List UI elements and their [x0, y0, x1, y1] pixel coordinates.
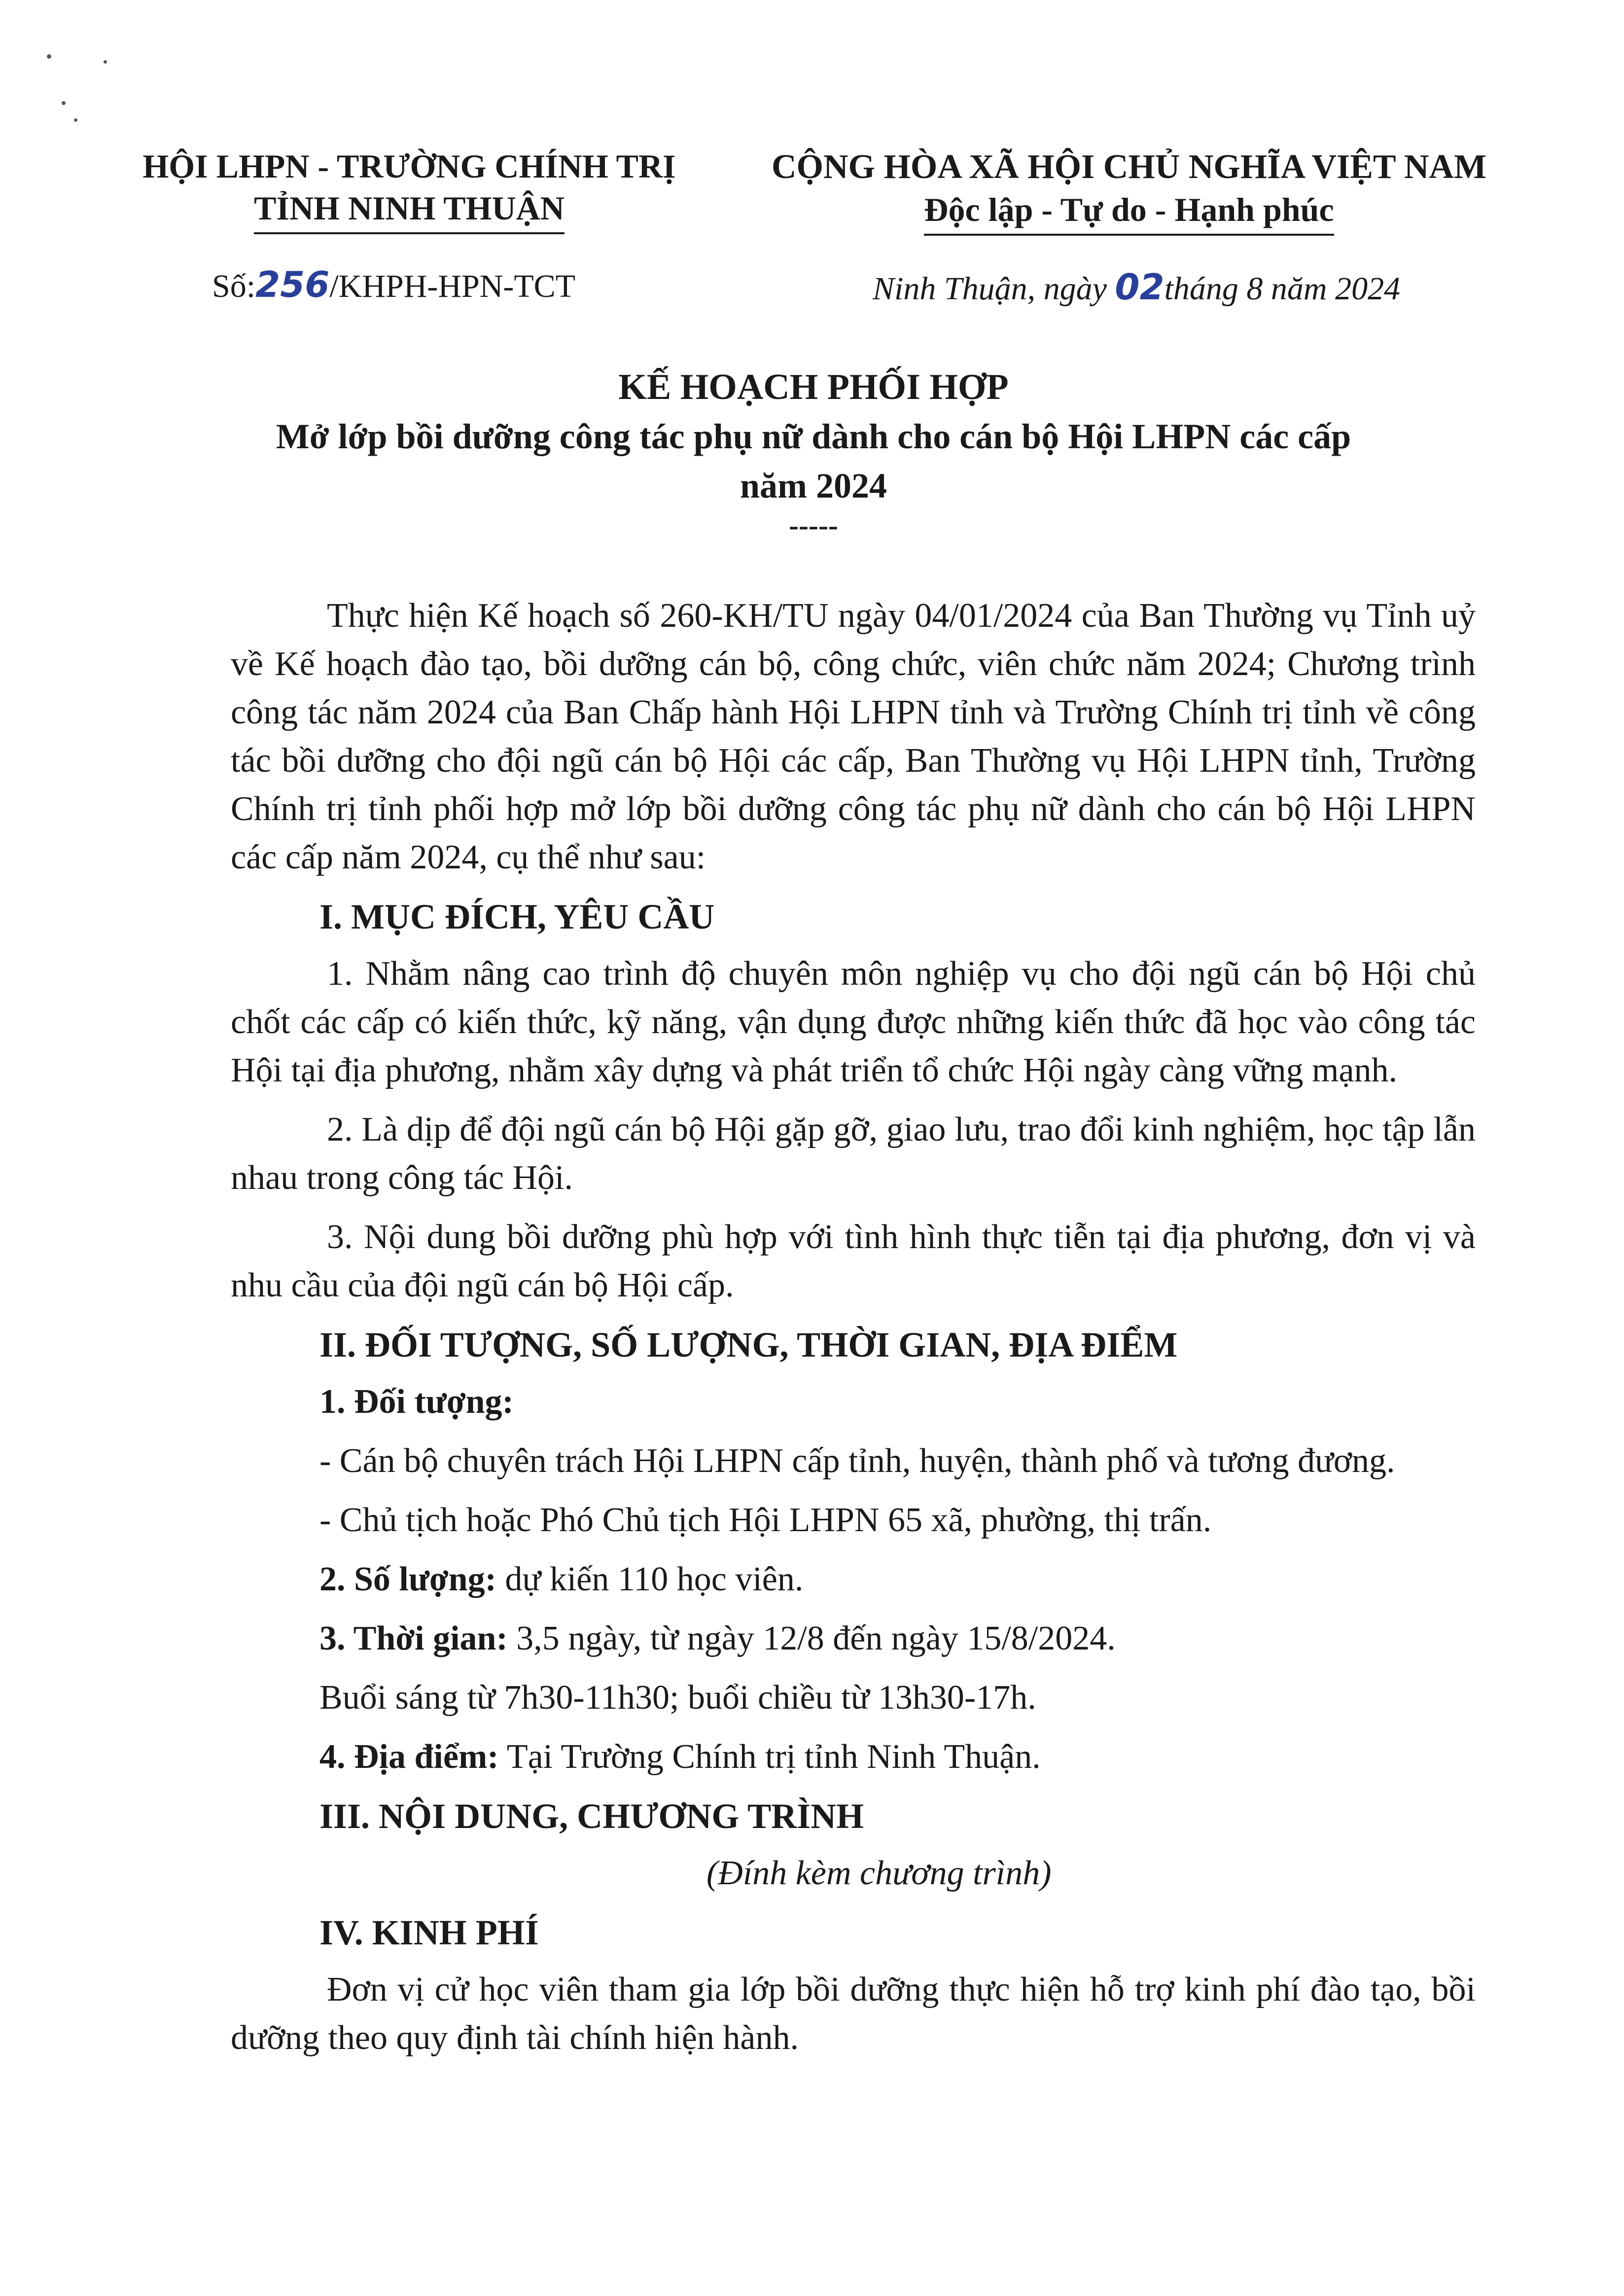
issuer-block	[118, 145, 700, 234]
national-title: CỘNG HÒA XÃ HỘI CHỦ NGHĨA VIỆT NAM	[771, 148, 1487, 186]
section-1-item-3: 3. Nội dung bồi dưỡng phù hợp với tình hình thực tiễn tại địa phương, đơn vị và nhu cầu của đội ngũ cán bộ Hội cấp.	[231, 1218, 1476, 1304]
quantity-value: dự kiến 110 học viên.	[496, 1560, 804, 1598]
date-prefix: Ninh Thuận, ngày	[873, 271, 1107, 307]
time-value: 3,5 ngày, từ ngày 12/8 đến ngày 15/8/2024.	[507, 1619, 1116, 1657]
section-3-note: (Đính kèm chương trình)	[706, 1854, 1052, 1892]
section-2-sub-2	[231, 1555, 1476, 1604]
intro-paragraph: Thực hiện Kế hoạch số 260-KH/TU ngày 04/01/2024 của Ban Thường vụ Tỉnh uỷ về Kế hoạch đào tạo, bồi dưỡng cán bộ, công chức, viên chức năm 2024; Chương trình công tác năm 2024 của Ban Chấp hành Hội LHPN tỉnh và Trường Chính trị tỉnh về công tác bồi dưỡng cho đội ngũ cán bộ Hội các cấp, Ban Thường vụ Hội LHPN tỉnh, Trường Chính trị tỉnh phối hợp mở lớp bồi dưỡng công tác phụ nữ dành cho cán bộ Hội LHPN các cấp năm 2024, cụ thể như sau:	[231, 597, 1476, 876]
number-suffix: /KHPH-HPN-TCT	[329, 268, 576, 304]
section-2-schedule: Buổi sáng từ 7h30-11h30; buổi chiều từ 13h30-17h.	[319, 1679, 1036, 1717]
title-block	[148, 362, 1479, 540]
section-2-sub-3	[231, 1614, 1476, 1663]
location-value: Tại Trường Chính trị tỉnh Ninh Thuận.	[498, 1738, 1041, 1776]
document-title: KẾ HOẠCH PHỐI HỢP	[618, 367, 1009, 407]
title-separator: -----	[789, 509, 838, 541]
document-body	[231, 592, 1476, 2073]
quantity-label: 2. Số lượng:	[319, 1560, 496, 1598]
section-1-item-1: 1. Nhằm nâng cao trình độ chuyên môn nghiệp vụ cho đội ngũ cán bộ Hội chủ chốt các cấp có kiến thức, kỹ năng, vận dụng được những kiến thức đã học vào công tác Hội tại địa phương, nhằm xây dựng và phát triển tổ chức Hội ngày càng vững mạnh.	[231, 955, 1476, 1089]
section-4-heading: IV. KINH PHÍ	[319, 1913, 539, 1952]
date-handwritten: 02	[1115, 266, 1165, 308]
issuer-line2-wrap	[254, 187, 565, 234]
document-date	[873, 266, 1400, 308]
national-heading-block	[735, 145, 1523, 236]
number-prefix: Số:	[212, 268, 256, 304]
scan-speck	[62, 101, 66, 105]
time-label: 3. Thời gian:	[319, 1619, 508, 1657]
motto: Độc lập - Tự do - Hạnh phúc	[924, 190, 1334, 228]
document-subtitle: Mở lớp bồi dưỡng công tác phụ nữ dành cho cán bộ Hội LHPN các cấp	[276, 417, 1351, 456]
section-1-heading: I. MỤC ĐÍCH, YÊU CẦU	[319, 897, 715, 936]
scan-speck	[47, 54, 51, 59]
issuer-underline	[254, 232, 565, 234]
document-subtitle-year: năm 2024	[740, 466, 887, 505]
section-2-sub-1: 1. Đối tượng:	[319, 1383, 514, 1421]
section-3-heading: III. NỘI DUNG, CHƯƠNG TRÌNH	[319, 1796, 864, 1836]
section-2-sub-4	[231, 1733, 1476, 1781]
document-number	[212, 264, 575, 305]
number-handwritten: 256	[255, 264, 330, 305]
section-2-item-2: - Chủ tịch hoặc Phó Chủ tịch Hội LHPN 65 xã, phường, thị trấn.	[319, 1501, 1212, 1539]
section-4-paragraph: Đơn vị cử học viên tham gia lớp bồi dưỡng thực hiện hỗ trợ kinh phí đào tạo, bồi dưỡng theo quy định tài chính hiện hành.	[231, 1971, 1476, 2057]
scan-speck	[74, 118, 77, 122]
section-1-item-2: 2. Là dịp để đội ngũ cán bộ Hội gặp gỡ, giao lưu, trao đổi kinh nghiệm, học tập lẫn nhau trong công tác Hội.	[231, 1111, 1476, 1197]
section-2-item-1: - Cán bộ chuyên trách Hội LHPN cấp tỉnh, huyện, thành phố và tương đương.	[319, 1442, 1395, 1480]
scan-speck	[104, 60, 107, 64]
motto-wrap	[924, 189, 1334, 236]
date-suffix: tháng 8 năm 2024	[1164, 271, 1401, 307]
issuer-line1: HỘI LHPN - TRƯỜNG CHÍNH TRỊ	[142, 147, 676, 185]
section-2-heading: II. ĐỐI TƯỢNG, SỐ LƯỢNG, THỜI GIAN, ĐỊA ĐIỂM	[319, 1325, 1178, 1364]
issuer-line2: TỈNH NINH THUẬN	[254, 189, 565, 227]
motto-underline	[924, 234, 1334, 236]
location-label: 4. Địa điểm:	[319, 1738, 499, 1776]
